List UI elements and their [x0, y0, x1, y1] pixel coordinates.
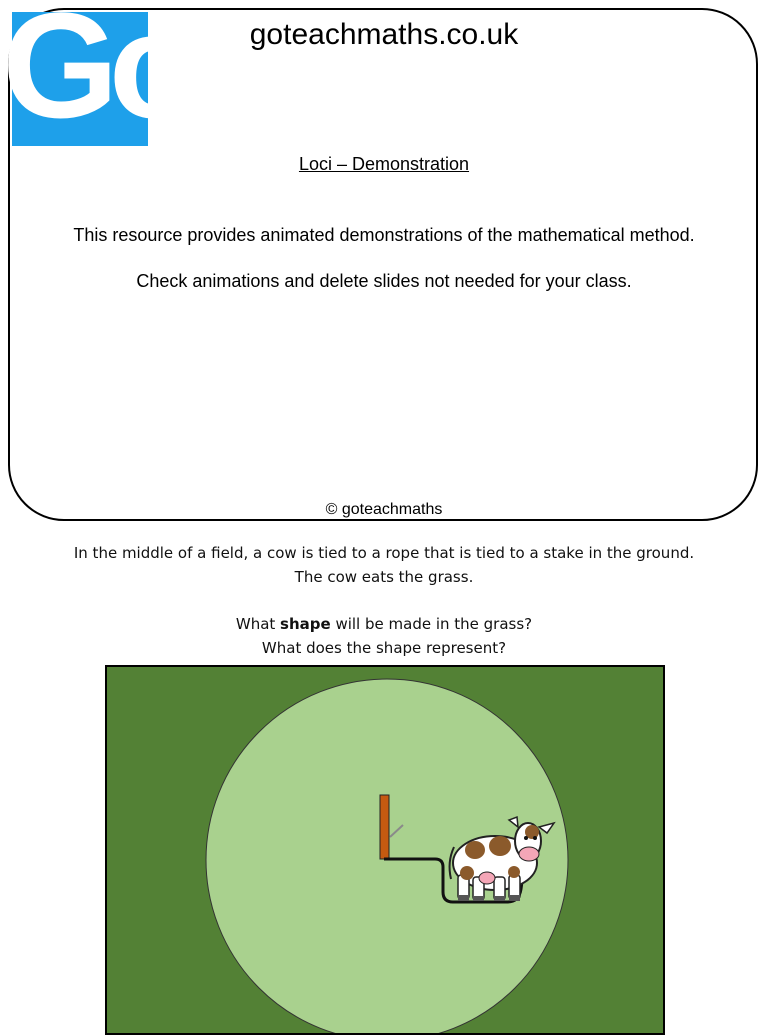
description-line-2: Check animations and delete slides not needed for your class. — [136, 271, 632, 291]
question-line-3-end: will be made in the grass? — [330, 615, 533, 633]
question-line-4: What does the shape represent? — [261, 639, 507, 657]
copyright-notice: © goteachmaths — [325, 501, 443, 518]
question-line-2: The cow eats the grass. — [294, 568, 474, 586]
slide-title: Loci – Demonstration — [298, 154, 470, 174]
field-illustration — [107, 667, 663, 1033]
question-line-3-start: What — [235, 615, 281, 633]
grass-field — [105, 665, 665, 1035]
site-name: goteachmaths.co.uk — [249, 18, 519, 51]
stake — [380, 795, 389, 859]
question-keyword-shape: shape — [280, 615, 331, 633]
question-line-1: In the middle of a field, a cow is tied to a rope that is tied to a stake in the ground. — [73, 544, 695, 562]
question-line-3 — [0, 615, 768, 633]
go-logo-text: Go! — [2, 0, 231, 149]
description-line-1: This resource provides animated demonstrations of the mathematical method. — [73, 225, 695, 245]
